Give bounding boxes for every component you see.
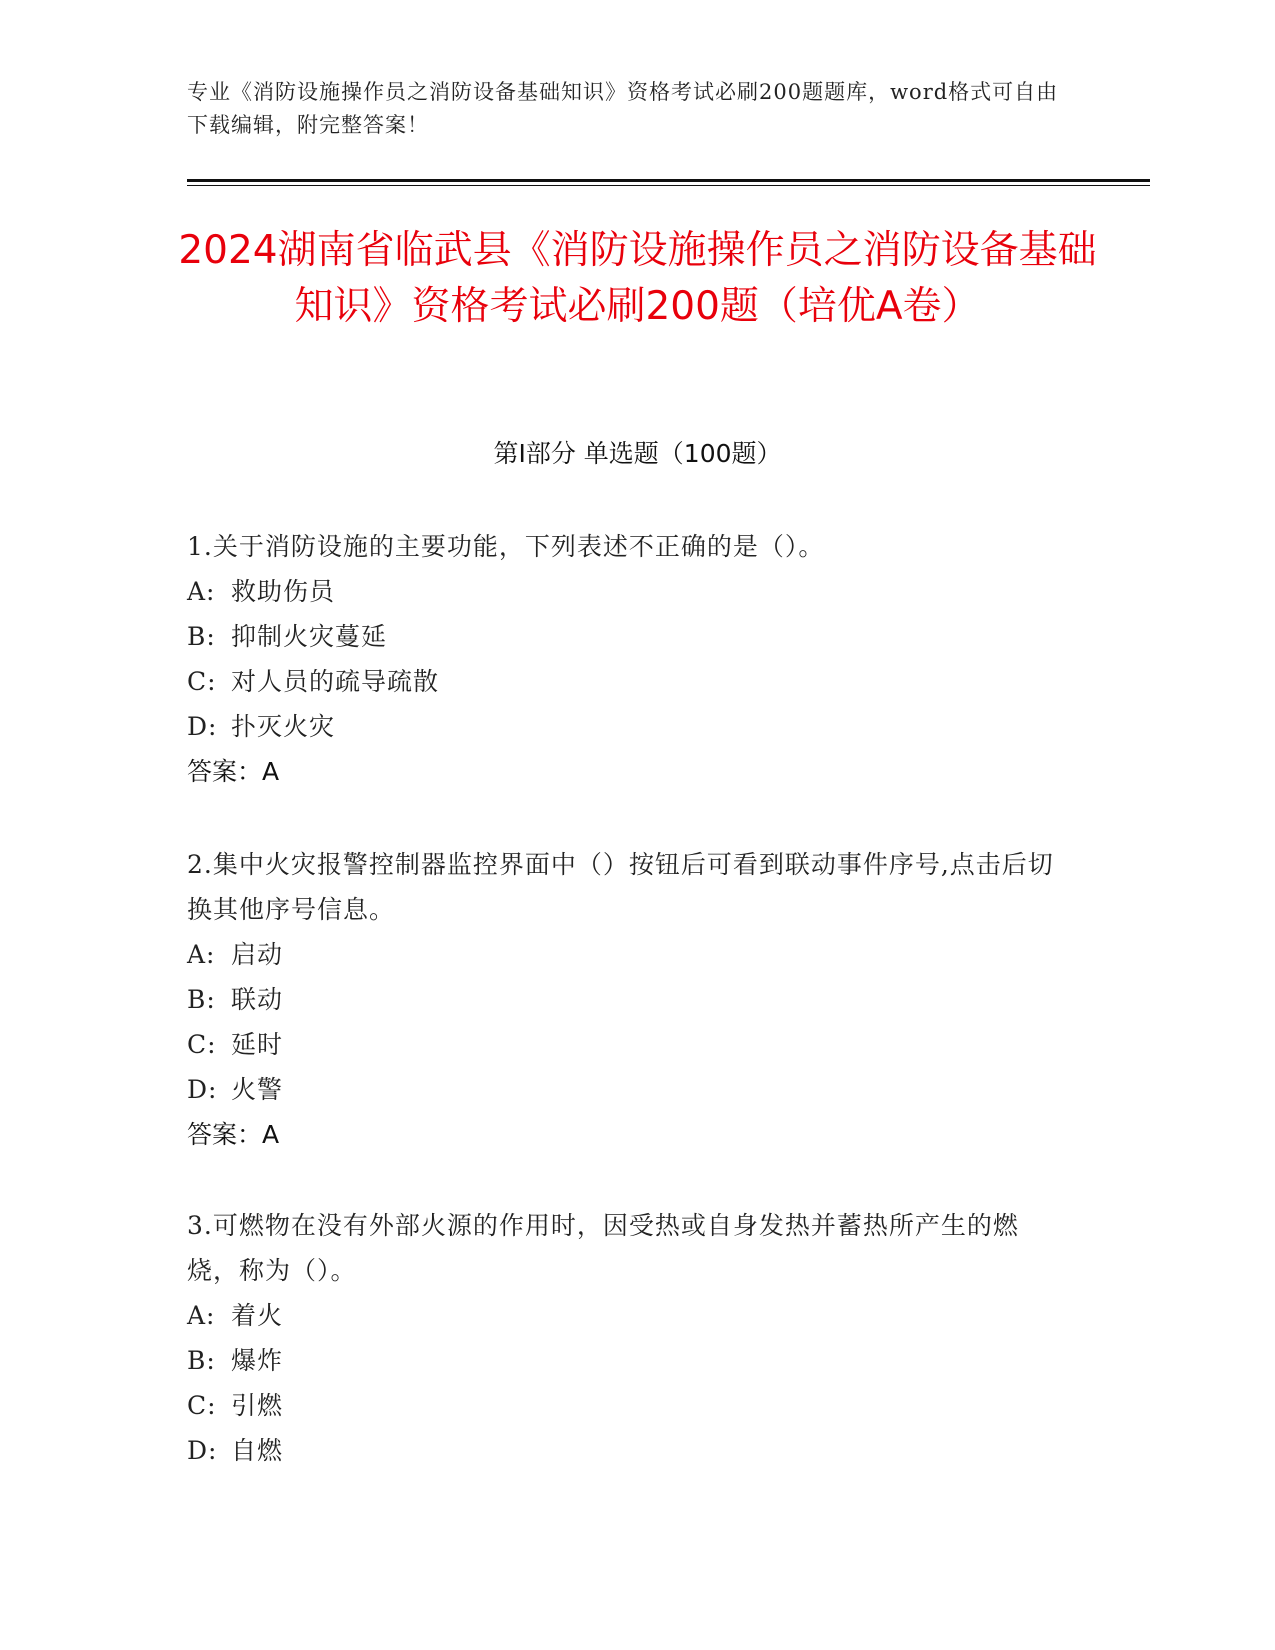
option-text: 抑制火灾蔓延	[231, 622, 388, 651]
option-letter: A:	[187, 577, 216, 606]
answer: 答案：A	[187, 757, 280, 786]
option-text: 延时	[231, 1030, 284, 1059]
option-b	[187, 977, 1067, 1022]
question-3	[187, 1203, 1067, 1473]
option-text: 爆炸	[231, 1346, 284, 1375]
option-letter: A:	[187, 1301, 216, 1330]
option-letter: C:	[187, 1391, 217, 1420]
header-rule-thin	[187, 185, 1150, 186]
option-letter: D:	[187, 1436, 218, 1465]
header-rule-thick	[187, 179, 1150, 182]
option-letter: D:	[187, 712, 218, 741]
question-stem: 2.集中火灾报警控制器监控界面中（）按钮后可看到联动事件序号,点击后切换其他序号信息。	[187, 850, 1054, 924]
option-text: 对人员的疏导疏散	[231, 667, 440, 696]
option-letter: B:	[187, 1346, 216, 1375]
option-b	[187, 1338, 1067, 1383]
option-d	[187, 1428, 1067, 1473]
option-text: 救助伤员	[231, 577, 336, 606]
option-letter: B:	[187, 622, 216, 651]
option-letter: D:	[187, 1075, 218, 1104]
option-letter: B:	[187, 985, 216, 1014]
option-text: 启动	[231, 940, 284, 969]
option-d	[187, 704, 1067, 749]
option-text: 着火	[231, 1301, 284, 1330]
option-text: 联动	[231, 985, 284, 1014]
option-text: 火警	[231, 1075, 284, 1104]
option-a	[187, 1293, 1067, 1338]
option-c	[187, 1383, 1067, 1428]
option-text: 自燃	[231, 1436, 284, 1465]
option-c	[187, 659, 1067, 704]
option-a	[187, 569, 1067, 614]
question-stem: 3.可燃物在没有外部火源的作用时，因受热或自身发热并蓄热所产生的燃烧，称为（）。	[187, 1211, 1019, 1285]
document-title: 2024湖南省临武县《消防设施操作员之消防设备基础知识》资格考试必刷200题（培优A卷）	[178, 228, 1097, 329]
option-text: 扑灭火灾	[231, 712, 336, 741]
question-1	[187, 524, 1067, 794]
option-b	[187, 614, 1067, 659]
question-2	[187, 842, 1067, 1157]
option-letter: A:	[187, 940, 216, 969]
answer: 答案：A	[187, 1120, 280, 1149]
option-a	[187, 932, 1067, 977]
option-d	[187, 1067, 1067, 1112]
option-text: 引燃	[231, 1391, 284, 1420]
header-note: 专业《消防设施操作员之消防设备基础知识》资格考试必刷200题题库，word格式可自由下载编辑，附完整答案！	[187, 80, 1059, 137]
option-letter: C:	[187, 667, 217, 696]
question-stem: 1.关于消防设施的主要功能，下列表述不正确的是（）。	[187, 532, 825, 561]
option-c	[187, 1022, 1067, 1067]
option-letter: C:	[187, 1030, 217, 1059]
section-title: 第I部分 单选题（100题）	[493, 439, 782, 468]
